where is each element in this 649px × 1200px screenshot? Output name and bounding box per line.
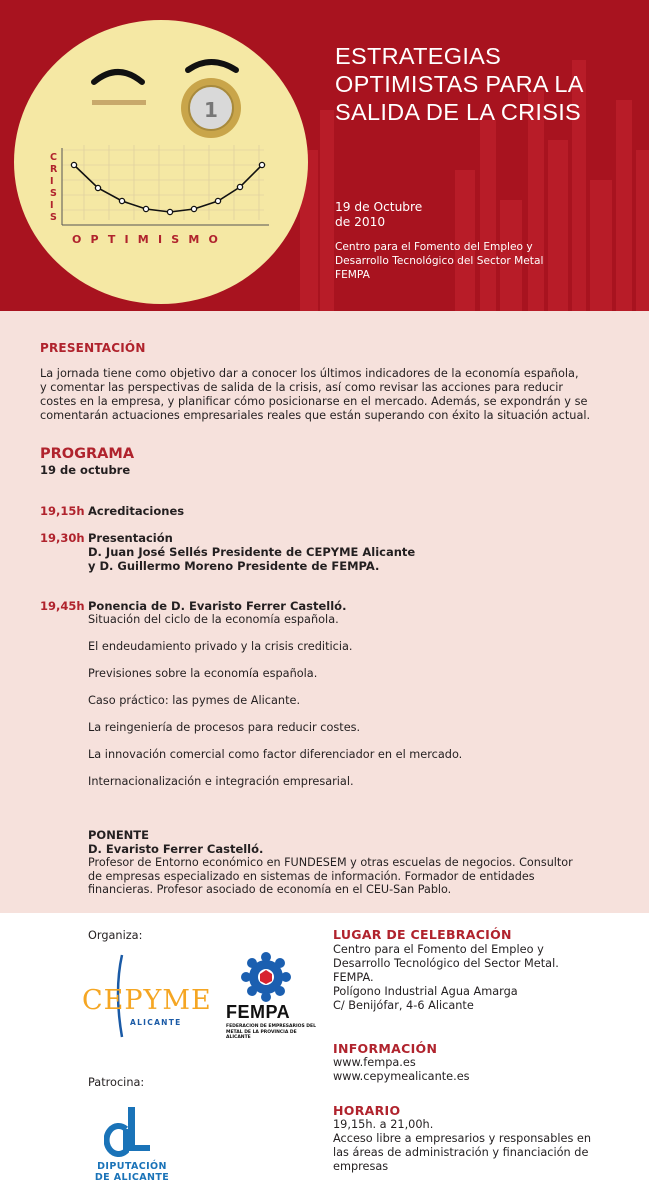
graph-x-label: OPTIMISMO bbox=[72, 233, 228, 246]
programa-date: 19 de octubre bbox=[40, 463, 131, 477]
website-link[interactable]: www.cepymealicante.es bbox=[333, 1070, 470, 1083]
ponente-bio-line: de empresas especializado en sistemas de información. Formador de entidades bbox=[88, 869, 535, 883]
ponente-block bbox=[88, 829, 598, 897]
program-section bbox=[0, 311, 649, 913]
venue-line: FEMPA bbox=[335, 269, 370, 281]
text-line: Centro para el Fomento del Empleo y bbox=[333, 943, 544, 956]
schedule-time: 19,15h bbox=[40, 504, 85, 518]
topic-item: Situación del ciclo de la economía española. bbox=[88, 613, 339, 626]
logo-line: DE ALICANTE bbox=[94, 1172, 170, 1183]
title-line: OPTIMISTAS PARA LA bbox=[335, 71, 584, 97]
schedule-item-label: Ponencia de D. Evaristo Ferrer Castelló. bbox=[88, 599, 347, 613]
topic-item: El endeudamiento privado y la crisis crediticia. bbox=[88, 640, 353, 653]
fempa-logo-subtext: FEDERACION DE EMPRESARIOS DEL METAL DE LA PROVINCIA DE ALICANTE bbox=[226, 1024, 316, 1040]
graph-y-label: CRISIS bbox=[50, 152, 58, 223]
lugar-title: LUGAR DE CELEBRACIÓN bbox=[333, 927, 512, 942]
diputacion-logo-icon bbox=[104, 1101, 156, 1157]
text-line: Acceso libre a empresarios y responsables en bbox=[333, 1132, 592, 1145]
venue-line: Centro para el Fomento del Empleo y bbox=[335, 241, 533, 253]
cepyme-logo-subtext: ALICANTE bbox=[130, 1018, 182, 1027]
schedule-item bbox=[88, 504, 608, 518]
presentacion-text bbox=[40, 367, 616, 423]
header-banner bbox=[0, 0, 649, 311]
left-eye-icon bbox=[94, 72, 142, 82]
schedule-item-label: Acreditaciones bbox=[88, 504, 185, 518]
text-line: comentarán actuaciones empresariales reales que están superando con éxito la situación actual. bbox=[40, 409, 591, 422]
text-line: C/ Benijófar, 4-6 Alicante bbox=[333, 999, 474, 1012]
euro-coin-icon bbox=[181, 78, 241, 138]
schedule-item-label: Presentación bbox=[88, 531, 173, 545]
schedule-item bbox=[88, 531, 608, 573]
fempa-gear-icon bbox=[238, 951, 294, 1003]
text-line: Desarrollo Tecnológico del Sector Metal. bbox=[333, 957, 559, 970]
text-line: costes en la empresa, y planificar cómo posicionarse en el mercado. Además, se expondrán y se bbox=[40, 395, 588, 408]
logo-line: DIPUTACIÓN bbox=[97, 1161, 167, 1172]
text-line: FEMPA. bbox=[333, 971, 374, 984]
topic-item: Caso práctico: las pymes de Alicante. bbox=[88, 694, 301, 707]
text-line: empresas bbox=[333, 1160, 389, 1173]
schedule-time: 19,45h bbox=[40, 599, 85, 613]
informacion-title: INFORMACIÓN bbox=[333, 1041, 438, 1056]
topic-item: Internacionalización e integración empresarial. bbox=[88, 775, 354, 788]
svg-text:1: 1 bbox=[204, 98, 218, 122]
ponente-bio-line: Profesor de Entorno económico en FUNDESEM y otras escuelas de negocios. Consultor bbox=[88, 856, 573, 869]
text-line: 19,15h. a 21,00h. bbox=[333, 1118, 434, 1131]
diputacion-logo-text bbox=[92, 1161, 172, 1183]
topic-item: La reingeniería de procesos para reducir costes. bbox=[88, 721, 361, 734]
topic-item: Previsiones sobre la economía española. bbox=[88, 667, 318, 680]
lugar-text bbox=[333, 943, 623, 1013]
venue-line: Desarrollo Tecnológico del Sector Metal bbox=[335, 255, 544, 267]
fempa-logo-text: FEMPA bbox=[226, 1002, 291, 1022]
title-line: SALIDA DE LA CRISIS bbox=[335, 99, 582, 125]
ponente-name: D. Evaristo Ferrer Castelló. bbox=[88, 841, 264, 856]
left-eye-strip bbox=[92, 100, 146, 105]
text-line: y comentar las perspectivas de salida de la crisis, así como revisar las acciones para reducir bbox=[40, 381, 564, 394]
presentacion-title: PRESENTACIÓN bbox=[40, 341, 146, 355]
title-line: ESTRATEGIAS bbox=[335, 43, 502, 69]
page-title bbox=[335, 42, 635, 126]
schedule-item-label: y D. Guillermo Moreno Presidente de FEMPA. bbox=[88, 559, 380, 573]
date-line: 19 de Octubre bbox=[335, 200, 423, 214]
patrocina-label: Patrocina: bbox=[88, 1076, 145, 1089]
website-link[interactable]: www.fempa.es bbox=[333, 1056, 416, 1069]
footer bbox=[0, 913, 649, 1200]
cepyme-logo-text: CEPYME bbox=[82, 985, 212, 1016]
smile-curve-points bbox=[71, 162, 264, 214]
date-line: de 2010 bbox=[335, 215, 386, 229]
right-eye-icon bbox=[188, 62, 236, 70]
text-line: La jornada tiene como objetivo dar a conocer los últimos indicadores de la economía española, bbox=[40, 367, 579, 380]
ponente-title: PONENTE bbox=[88, 828, 150, 842]
topic-item: La innovación comercial como factor diferenciador en el mercado. bbox=[88, 748, 463, 761]
horario-text bbox=[333, 1118, 623, 1174]
event-date bbox=[335, 200, 535, 230]
schedule-item bbox=[88, 599, 608, 613]
ponente-bio-line: financieras. Profesor asociado de economía en el CEU-San Pablo. bbox=[88, 883, 452, 896]
event-venue bbox=[335, 240, 595, 282]
smiley-face-illustration bbox=[14, 20, 308, 304]
organiza-label: Organiza: bbox=[88, 929, 143, 942]
horario-title: HORARIO bbox=[333, 1103, 401, 1118]
schedule-time: 19,30h bbox=[40, 531, 85, 545]
text-line: las áreas de administración y financiación de bbox=[333, 1146, 589, 1159]
schedule-item-label: D. Juan José Sellés Presidente de CEPYME Alicante bbox=[88, 545, 416, 559]
programa-title: PROGRAMA bbox=[40, 446, 135, 462]
text-line: Polígono Industrial Agua Amarga bbox=[333, 985, 518, 998]
informacion-text bbox=[333, 1056, 623, 1084]
